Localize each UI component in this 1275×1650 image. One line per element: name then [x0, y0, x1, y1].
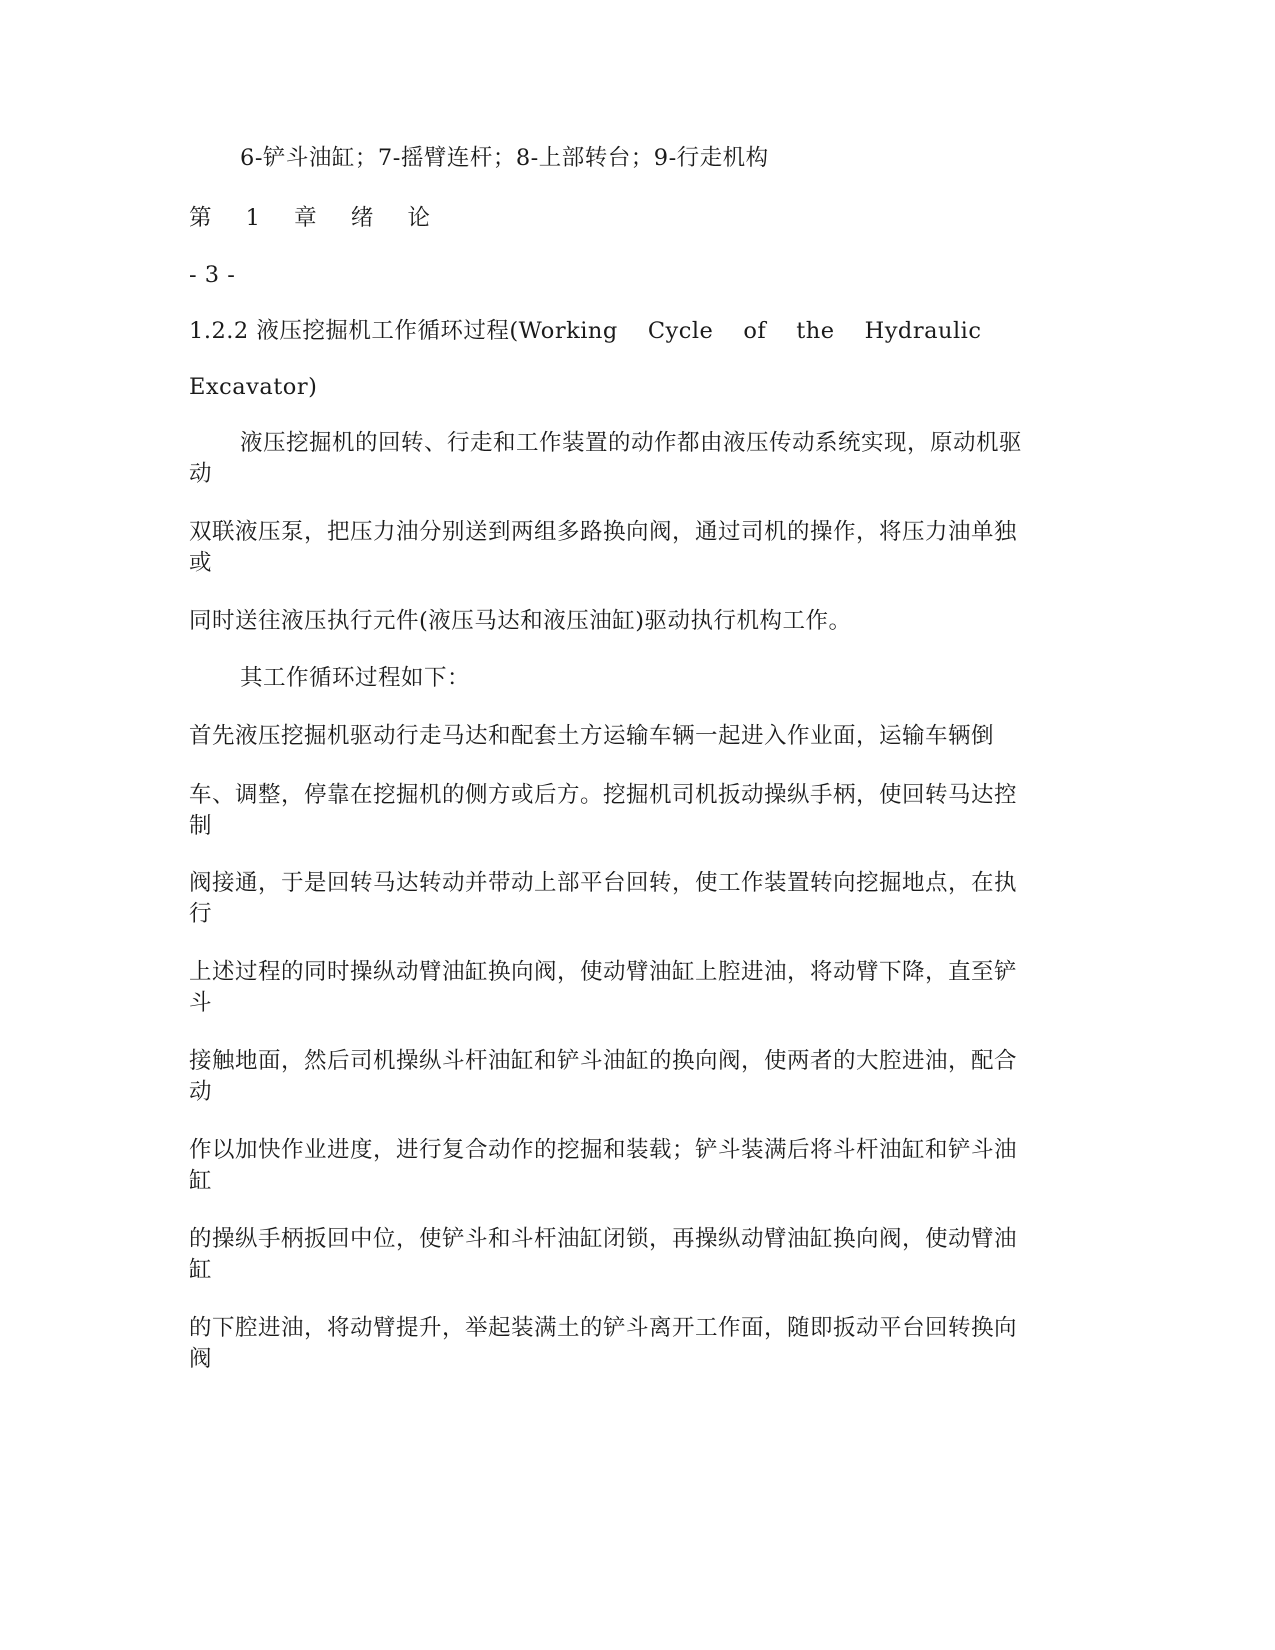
- paragraph-line: 首先液压挖掘机驱动行走马达和配套土方运输车辆一起进入作业面，运输车辆倒: [189, 723, 995, 749]
- section-heading: [189, 315, 981, 347]
- paragraph-line: 阀接通，于是回转马达转动并带动上部平台回转，使工作装置转向挖掘地点，在执: [189, 870, 1018, 896]
- paragraph-wrap: 动: [189, 461, 212, 487]
- chapter-header-char: 第: [189, 205, 213, 231]
- paragraph-line: 其工作循环过程如下：: [240, 665, 471, 691]
- paragraph-line: 的下腔进油，将动臂提升，举起装满土的铲斗离开工作面，随即扳动平台回转换向: [189, 1315, 1018, 1341]
- paragraph-wrap: 或: [189, 550, 212, 576]
- paragraph-line: 双联液压泵，把压力油分别送到两组多路换向阀，通过司机的操作，将压力油单独: [189, 519, 1018, 545]
- page-number: - 3 -: [189, 262, 236, 288]
- paragraph-wrap: 缸: [189, 1257, 212, 1283]
- chapter-header-char: 1: [245, 205, 261, 231]
- chapter-header: [189, 202, 457, 234]
- section-heading-continuation: Excavator): [189, 374, 318, 400]
- paragraph-line: 液压挖掘机的回转、行走和工作装置的动作都由液压传动系统实现，原动机驱: [240, 430, 1023, 456]
- paragraph-line: 上述过程的同时操纵动臂油缸换向阀，使动臂油缸上腔进油，将动臂下降，直至铲: [189, 959, 1018, 985]
- paragraph-line: 的操纵手柄扳回中位，使铲斗和斗杆油缸闭锁，再操纵动臂油缸换向阀，使动臂油: [189, 1226, 1018, 1252]
- paragraph-wrap: 制: [189, 813, 212, 839]
- section-heading-part: Hydraulic: [864, 318, 982, 344]
- chapter-header-char: 论: [407, 205, 431, 231]
- section-heading-part: of: [743, 318, 767, 344]
- paragraph-line: 作以加快作业进度，进行复合动作的挖掘和装载；铲斗装满后将斗杆油缸和铲斗油: [189, 1137, 1018, 1163]
- section-heading-part: Cycle: [647, 318, 714, 344]
- section-heading-part: 1.2.2 液压挖掘机工作循环过程(Working: [189, 318, 618, 344]
- paragraph-wrap: 动: [189, 1079, 212, 1105]
- paragraph-wrap: 行: [189, 901, 212, 927]
- paragraph-wrap: 阀: [189, 1346, 212, 1372]
- paragraph-line: 同时送往液压执行元件(液压马达和液压油缸)驱动执行机构工作。: [189, 608, 852, 634]
- section-heading-part: the: [796, 318, 835, 344]
- paragraph-wrap: 斗: [189, 990, 212, 1016]
- chapter-header-char: 章: [294, 205, 318, 231]
- paragraph-wrap: 缸: [189, 1168, 212, 1194]
- paragraph-line: 车、调整，停靠在挖掘机的侧方或后方。挖掘机司机扳动操纵手柄，使回转马达控: [189, 782, 1018, 808]
- paragraph-line: 接触地面，然后司机操纵斗杆油缸和铲斗油缸的换向阀，使两者的大腔进油，配合: [189, 1048, 1018, 1074]
- figure-caption: 6-铲斗油缸；7-摇臂连杆；8-上部转台；9-行走机构: [240, 145, 769, 171]
- chapter-header-char: 绪: [350, 205, 374, 231]
